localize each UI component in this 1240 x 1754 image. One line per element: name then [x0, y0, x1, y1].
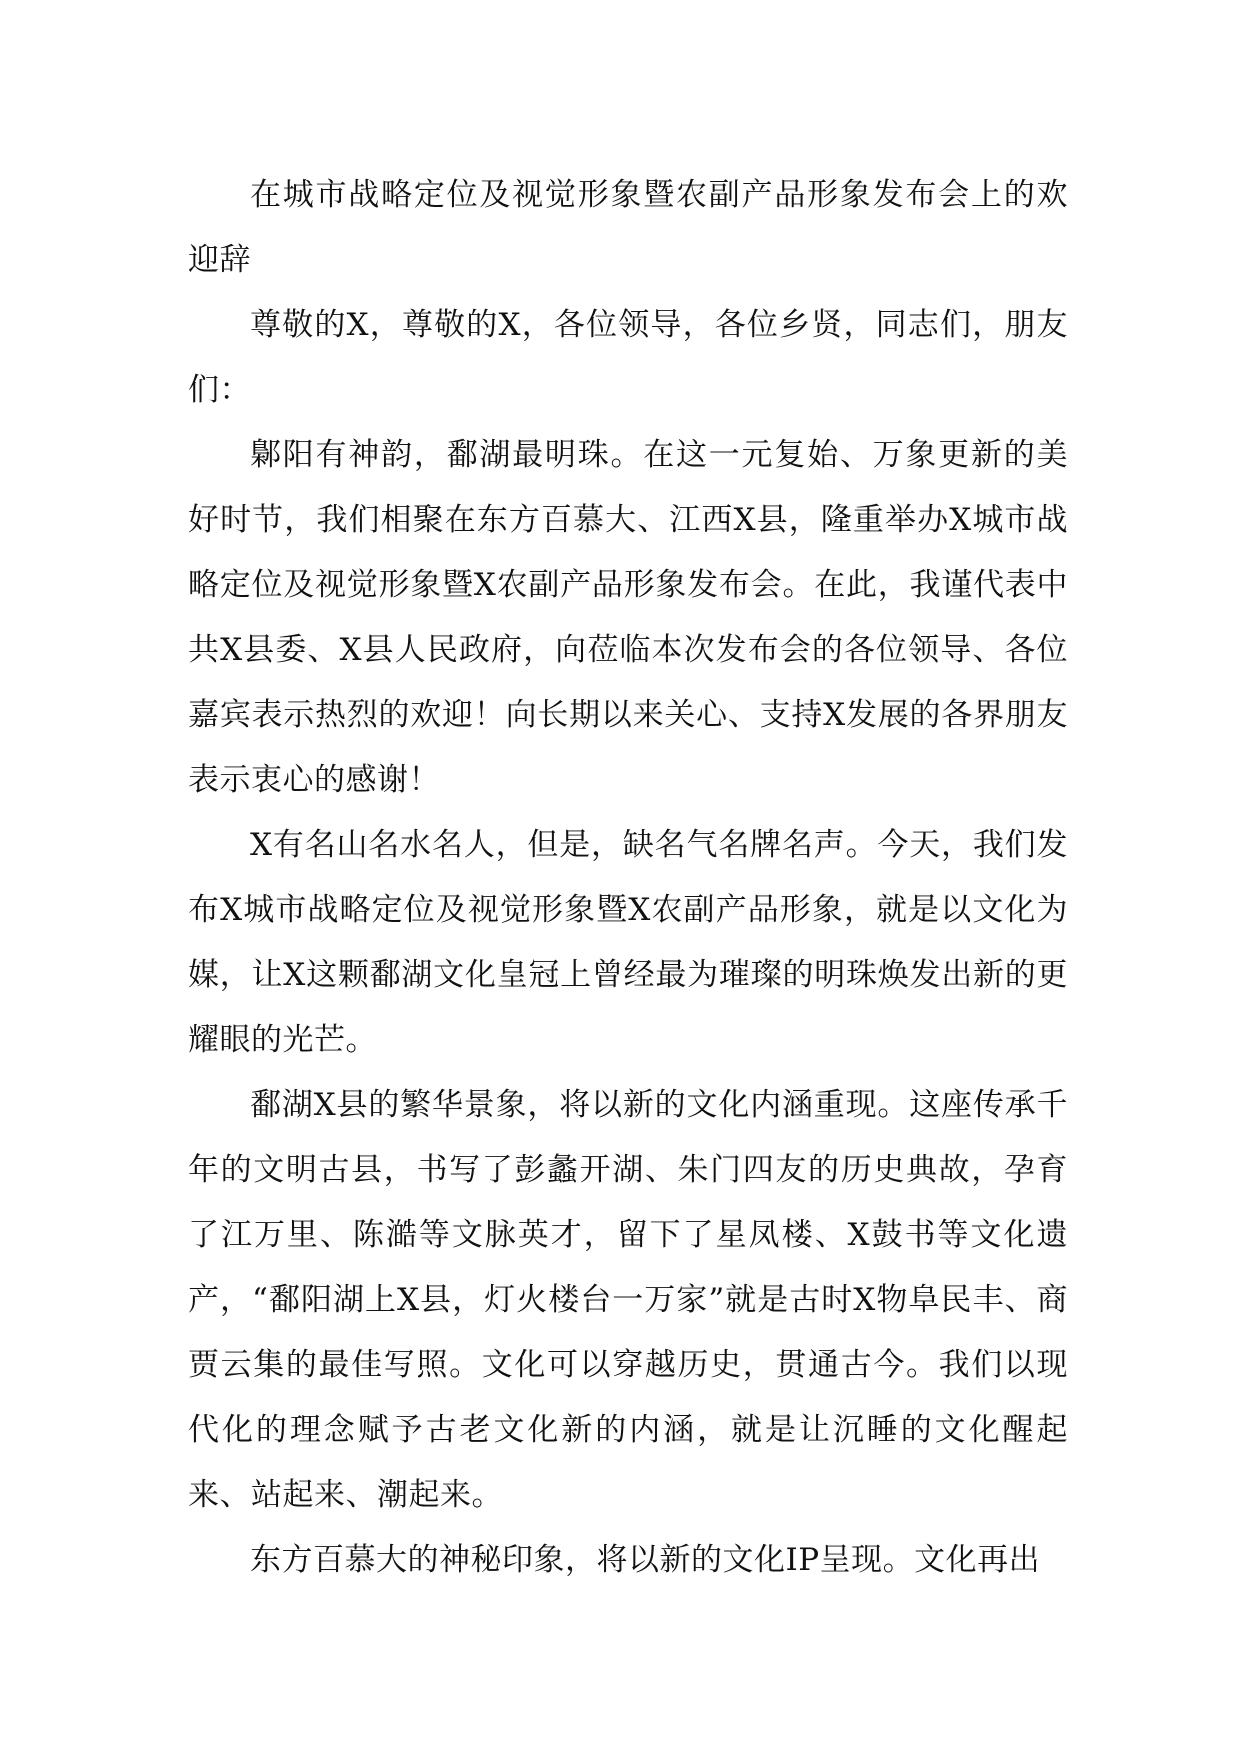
paragraph-3: 鄱湖X县的繁华景象，将以新的文化内涵重现。这座传承千年的文明古县，书写了彭蠡开湖、朱门四友的历史典故，孕育了江万里、陈澔等文脉英才，留下了星凤楼、X鼓书等文化遗产，“鄱阳湖上X县，灯火楼台一万家”就是古时X物阜民丰、商贾云集的最佳写照。文化可以穿越历史，贯通古今。我们以现代化的理念赋予古老文化新的内涵，就是让沉睡的文化醒起来、站起来、潮起来。	[188, 1087, 1068, 1513]
paragraph-1: 鄡阳有神韵，鄱湖最明珠。在这一元复始、万象更新的美好时节，我们相聚在东方百慕大、江西X县，隆重举办X城市战略定位及视觉形象暨X农副产品形象发布会。在此，我谨代表中共X县委、X县人民政府，向莅临本次发布会的各位领导、各位嘉宾表示热烈的欢迎！向长期以来关心、支持X发展的各界朋友表示衷心的感谢！	[188, 437, 1068, 798]
paragraph-4: 东方百慕大的神秘印象，将以新的文化IP呈现。文化再出	[250, 1542, 1041, 1578]
document-body	[188, 163, 1068, 1593]
salutation: 尊敬的X，尊敬的X，各位领导，各位乡贤，同志们，朋友们：	[188, 307, 1068, 408]
paragraph-2: X有名山名水名人，但是，缺名气名牌名声。今天，我们发布X城市战略定位及视觉形象暨X农副产品形象，就是以文化为媒，让X这颗鄱湖文化皇冠上曾经最为璀璨的明珠焕发出新的更耀眼的光芒。	[188, 827, 1068, 1058]
document-title: 在城市战略定位及视觉形象暨农副产品形象发布会上的欢迎辞	[188, 177, 1068, 278]
